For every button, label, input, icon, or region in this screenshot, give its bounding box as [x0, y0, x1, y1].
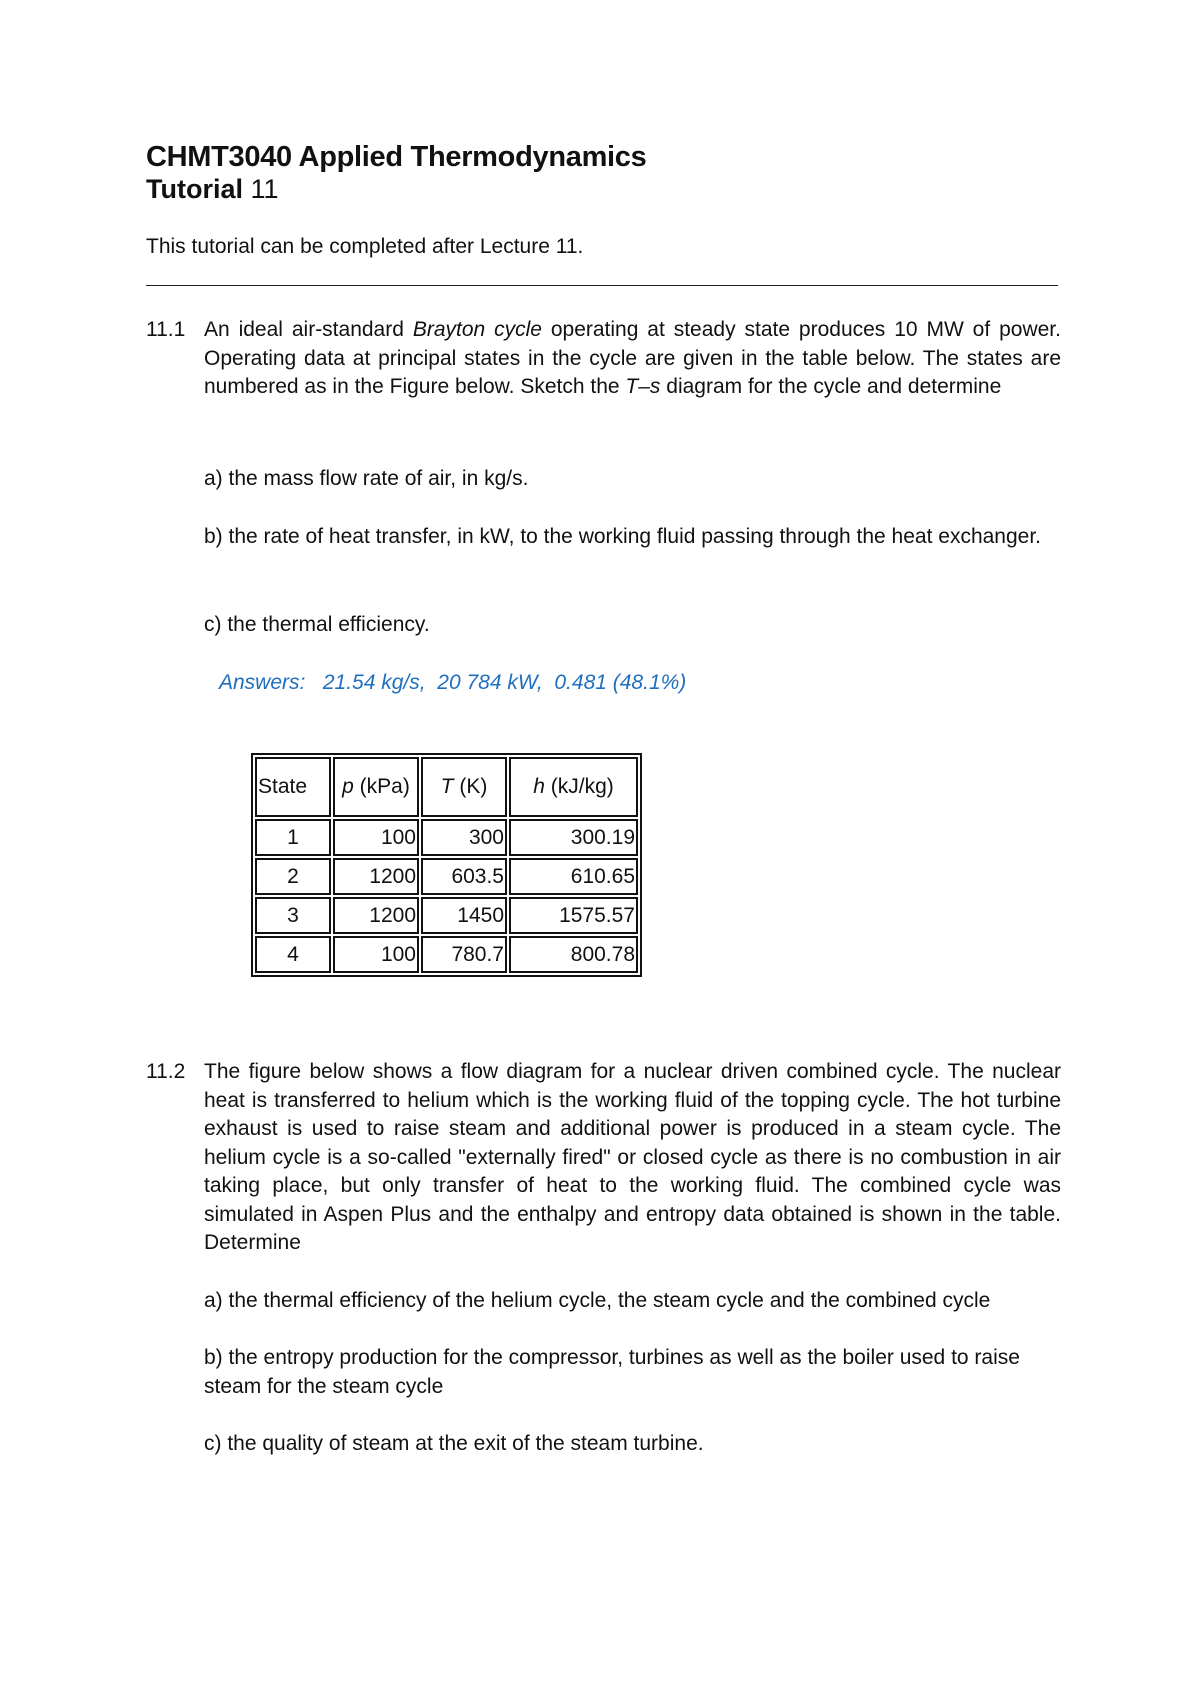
tutorial-number: 11 — [250, 174, 279, 204]
q1-text-after: operating at steady state produces 10 MW of power. Operating data at principal states in the cycle are given in the table below. The states are numbered as in the Figure below. Sketch the — [204, 318, 1061, 398]
table-row — [255, 936, 638, 973]
question-2-part-c: c) the quality of steam at the exit of the steam turbine. — [204, 1432, 704, 1455]
tutorial-heading — [146, 173, 279, 205]
header-state: State — [255, 757, 331, 817]
intro-text: This tutorial can be completed after Lecture 11. — [146, 235, 584, 258]
header-temperature-unit: (K) — [453, 775, 488, 798]
cell-state: 3 — [255, 897, 331, 934]
cell-temperature: 780.7 — [421, 936, 507, 973]
answers-text: Answers: 21.54 kg/s, 20 784 kW, 0.481 (48.1%) — [219, 671, 687, 694]
table-row — [255, 897, 638, 934]
header-pressure-unit: (kPa) — [353, 775, 410, 798]
q1-diagram-name: T–s — [625, 375, 661, 398]
table-row — [255, 858, 638, 895]
question-2-part-b: b) the entropy production for the compressor, turbines as well as the boiler used to raise steam for the steam cycle — [204, 1346, 1020, 1398]
header-pressure — [333, 757, 419, 817]
header-pressure-symbol: p — [342, 775, 354, 798]
cell-pressure: 1200 — [333, 858, 419, 895]
cell-state: 1 — [255, 819, 331, 856]
q1-cycle-name: Brayton cycle — [412, 318, 542, 341]
header-temperature-symbol: T — [440, 775, 454, 798]
question-1-number: 11.1 — [146, 318, 186, 341]
header-temperature — [421, 757, 507, 817]
header-enthalpy-unit: (kJ/kg) — [544, 775, 614, 798]
course-title: CHMT3040 Applied Thermodynamics — [146, 141, 647, 173]
table-header-row — [255, 757, 638, 817]
question-1-text — [204, 316, 1061, 402]
question-2-number: 11.2 — [146, 1060, 186, 1083]
header-enthalpy-symbol: h — [533, 775, 545, 798]
tutorial-label: Tutorial — [146, 174, 243, 204]
header-enthalpy — [509, 757, 638, 817]
cell-temperature: 603.5 — [421, 858, 507, 895]
question-1-part-b: b) the rate of heat transfer, in kW, to the working fluid passing through the heat exchanger. — [204, 525, 1042, 548]
cell-enthalpy: 1575.57 — [509, 897, 638, 934]
cell-enthalpy: 610.65 — [509, 858, 638, 895]
question-2-text: The figure below shows a flow diagram for a nuclear driven combined cycle. The nuclear heat is transferred to helium which is the working fluid of the topping cycle. The hot turbine exhaust is used to raise steam and additional power is produced in a steam cycle. The helium cycle is a so-called "externally fired" or closed cycle as there is no combustion in air taking place, but only transfer of heat to the working fluid. The combined cycle was simulated in Aspen Plus and the enthalpy and entropy data obtained is shown in the table. Determine — [204, 1060, 1061, 1254]
cell-pressure: 100 — [333, 936, 419, 973]
question-1-part-c: c) the thermal efficiency. — [204, 613, 430, 636]
horizontal-rule — [146, 285, 1058, 286]
state-data-table — [251, 753, 642, 977]
cell-pressure: 1200 — [333, 897, 419, 934]
table-row — [255, 819, 638, 856]
q1-text-end: diagram for the cycle and determine — [660, 375, 1002, 398]
cell-enthalpy: 800.78 — [509, 936, 638, 973]
question-2-part-a: a) the thermal efficiency of the helium cycle, the steam cycle and the combined cycle — [204, 1289, 991, 1312]
cell-temperature: 1450 — [421, 897, 507, 934]
cell-temperature: 300 — [421, 819, 507, 856]
cell-state: 4 — [255, 936, 331, 973]
cell-pressure: 100 — [333, 819, 419, 856]
q1-text-before: An ideal air-standard — [204, 318, 413, 341]
cell-enthalpy: 300.19 — [509, 819, 638, 856]
cell-state: 2 — [255, 858, 331, 895]
question-1-part-a: a) the mass flow rate of air, in kg/s. — [204, 467, 529, 490]
